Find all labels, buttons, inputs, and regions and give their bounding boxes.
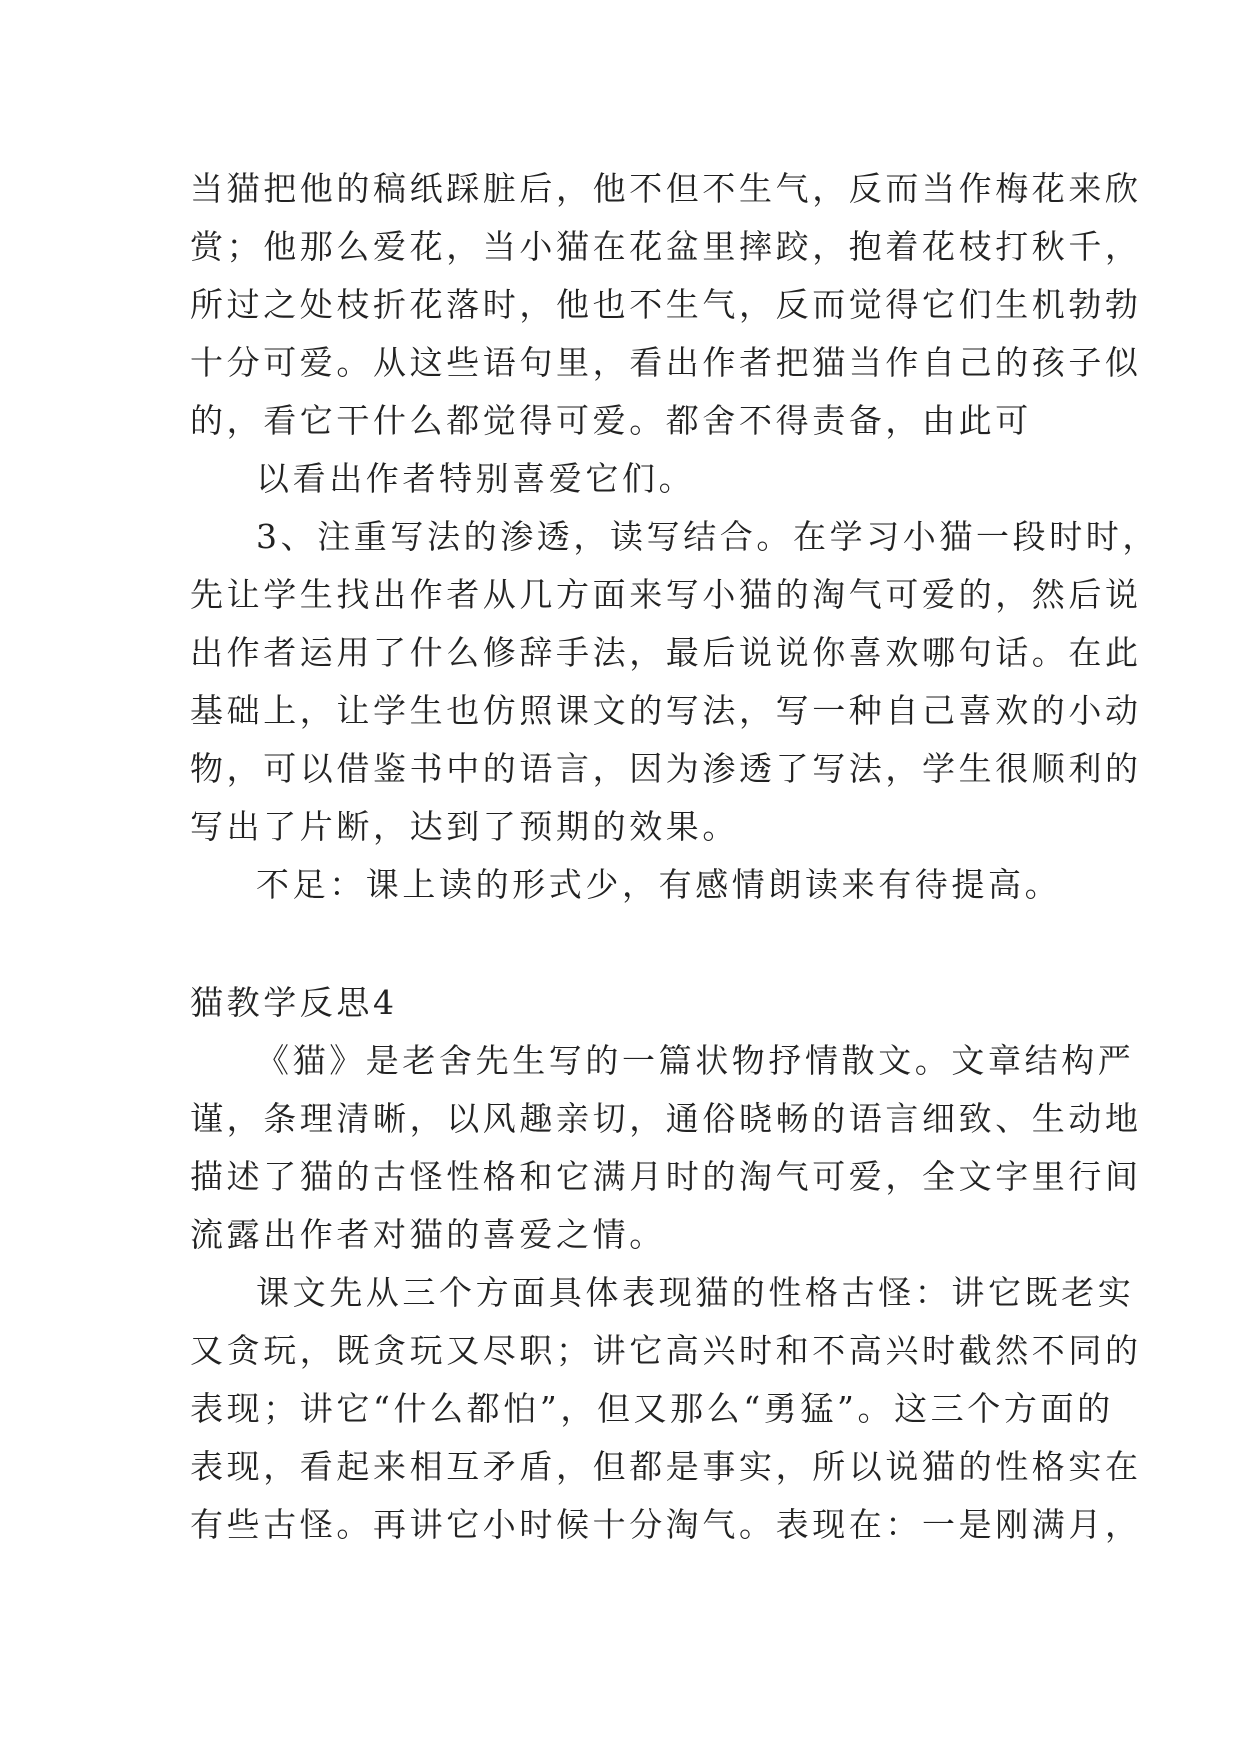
- paragraph-line: 描述了猫的古怪性格和它满月时的淘气可爱，全文字里行间: [190, 1157, 1142, 1196]
- paragraph-line: 基础上，让学生也仿照课文的写法，写一种自己喜欢的小动: [190, 691, 1142, 730]
- paragraph-line: 所过之处枝折花落时，他也不生气，反而觉得它们生机勃勃: [190, 285, 1142, 324]
- paragraph-line: 出作者运用了什么修辞手法，最后说说你喜欢哪句话。在此: [190, 633, 1142, 672]
- paragraph-line: 又贪玩，既贪玩又尽职；讲它高兴时和不高兴时截然不同的: [190, 1331, 1142, 1370]
- section-heading: 猫教学反思4: [190, 983, 398, 1022]
- paragraph-line: 写出了片断，达到了预期的效果。: [190, 807, 739, 846]
- paragraph-line: 当猫把他的稿纸踩脏后，他不但不生气，反而当作梅花来欣: [190, 169, 1142, 208]
- paragraph-line: 的，看它干什么都觉得可爱。都舍不得责备，由此可: [190, 401, 1032, 440]
- paragraph-line: 十分可爱。从这些语句里，看出作者把猫当作自己的孩子似: [190, 343, 1142, 382]
- document-body: [190, 160, 1159, 1554]
- paragraph-line: 流露出作者对猫的喜爱之情。: [190, 1215, 666, 1254]
- paragraph-line: 有些古怪。再讲它小时候十分淘气。表现在：一是刚满月，: [190, 1505, 1142, 1544]
- paragraph-line: 《猫》是老舍先生写的一篇状物抒情散文。文章结构严: [256, 1041, 1135, 1080]
- paragraph-line: 先让学生找出作者从几方面来写小猫的淘气可爱的，然后说: [190, 575, 1142, 614]
- paragraph-line: 课文先从三个方面具体表现猫的性格古怪：讲它既老实: [256, 1273, 1135, 1312]
- paragraph-line: 3、注重写法的渗透，读写结合。在学习小猫一段时时，: [256, 517, 1159, 556]
- paragraph-line: 赏；他那么爱花，当小猫在花盆里摔跤，抱着花枝打秋千，: [190, 227, 1142, 266]
- paragraph-line: 不足：课上读的形式少，有感情朗读来有待提高。: [256, 865, 1062, 904]
- paragraph-line: 表现；讲它“什么都怕”，但又那么“勇猛”。这三个方面的: [190, 1389, 1114, 1428]
- paragraph-line: 以看出作者特别喜爱它们。: [256, 459, 696, 498]
- paragraph-line: 物，可以借鉴书中的语言，因为渗透了写法，学生很顺利的: [190, 749, 1142, 788]
- paragraph-line: 谨，条理清晰，以风趣亲切，通俗晓畅的语言细致、生动地: [190, 1099, 1142, 1138]
- section-gap: [190, 914, 1070, 974]
- paragraph-line: 表现，看起来相互矛盾，但都是事实，所以说猫的性格实在: [190, 1447, 1142, 1486]
